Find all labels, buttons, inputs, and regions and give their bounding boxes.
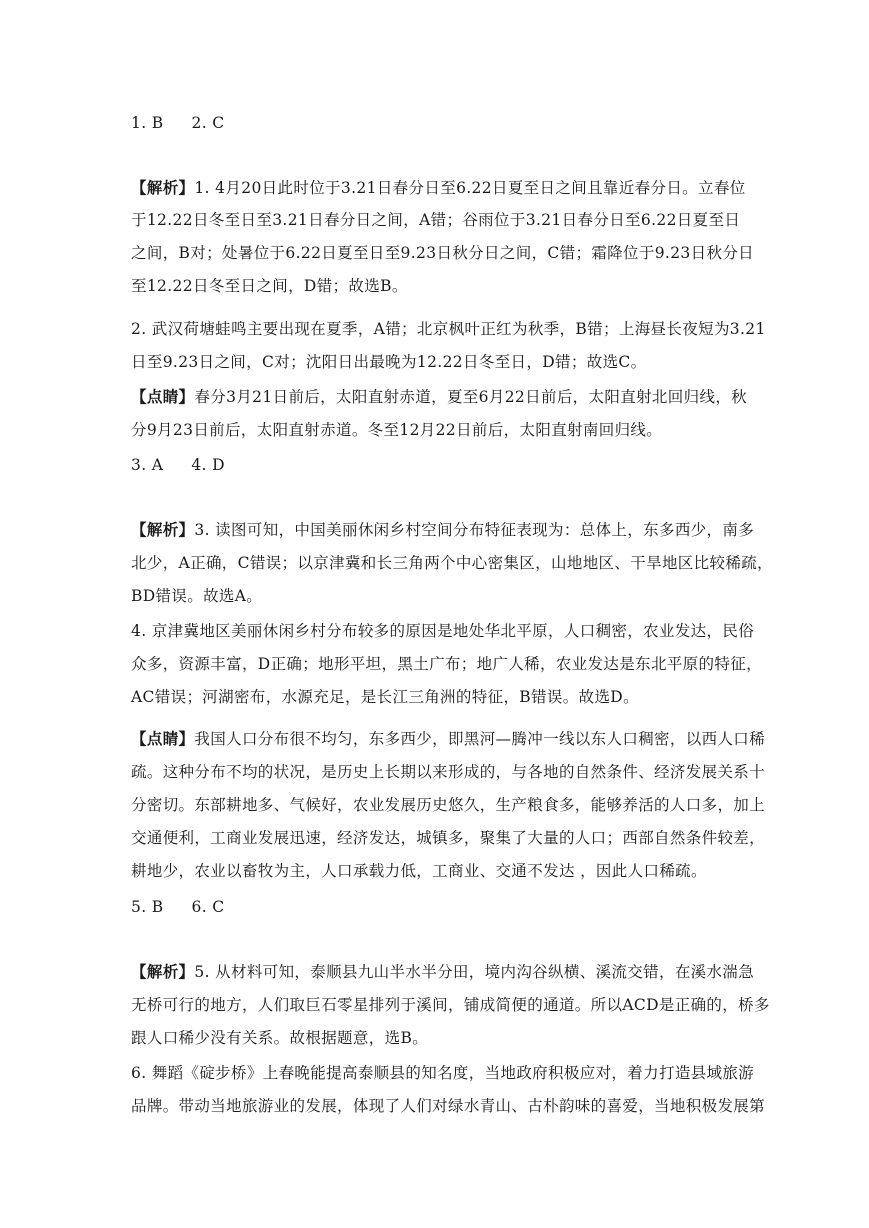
text-line: 品牌。带动当地旅游业的发展，体现了人们对绿水青山、古朴韵味的喜爱，当地积极发展第 [131,1097,766,1115]
analysis-tag: 【解析】 [131,520,195,539]
text-line: 交通便利，工商业发展迅速，经济发达，城镇多，聚集了大量的人口；西部自然条件较差， [131,829,766,847]
text-line: 分9月23日前后，太阳直射赤道。冬至12月22日前后，太阳直射南回归线。 [131,421,663,439]
answer-line-5-6 [131,897,741,917]
answer-line-1-2 [131,113,741,133]
comment-tag: 【点睛】 [131,387,195,406]
answer-line-3-4 [131,455,741,475]
text-line: 众多，资源丰富，D正确；地形平坦，黑土广布；地广人稀，农业发达是东北平原的特征， [131,655,762,673]
text-line: 北少，A正确，C错误；以京津冀和长三角两个中心密集区，山地地区、干旱地区比较稀疏， [131,554,773,572]
text-line: 2. 武汉荷塘蛙鸣主要出现在夏季，A错；北京枫叶正红为秋季，B错；上海昼长夜短为3.21 [131,320,766,338]
text-line: AC错误；河湖密布，水源充足，是长江三角洲的特征，B错误。故选D。 [131,688,639,706]
analysis-tag: 【解析】 [131,962,195,981]
answer-6: 6. C [191,898,225,916]
text-line: 无桥可行的地方，人们取巨石零星排列于溪间，铺成简便的通道。所以ACD是正确的，桥多 [131,996,770,1014]
text-line: 4. 京津冀地区美丽休闲乡村分布较多的原因是地处华北平原，人口稠密，农业发达，民俗 [131,622,755,640]
text-line: 日至9.23日之间，C对；沈阳日出最晚为12.22日冬至日，D错；故选C。 [131,353,647,371]
answer-3: 3. A [131,456,164,474]
answer-4: 4. D [191,456,225,474]
text-line: 于12.22日冬至日至3.21日春分日之间，A错；谷雨位于3.21日春分日至6.22日夏至日 [131,211,741,229]
text-line: 之间，B对；处暑位于6.22日夏至日至9.23日秋分日之间，C错；霜降位于9.23日秋分日 [131,244,755,262]
text-line: 疏。这种分布不均的状况，是历史上长期以来形成的，与各地的自然条件、经济发展关系十 [131,763,766,781]
analysis-3: 【解析】5. 从材料可知，泰顺县九山半水半分田，境内沟谷纵横、溪流交错，在溪水湍急 [131,962,755,981]
answer-2: 2. C [191,114,225,132]
text-line: 耕地少，农业以畜牧为主，人口承载力低，工商业、交通不发达 ，因此人口稀疏。 [131,862,707,880]
comment-tag: 【点睛】 [131,729,195,748]
text-line: 6. 舞蹈《碇步桥》上春晚能提高泰顺县的知名度，当地政府积极应对，着力打造县域旅游 [131,1064,755,1082]
analysis-tag: 【解析】 [131,178,195,197]
text-line: 至12.22日冬至日之间，D错；故选B。 [131,277,408,295]
answer-5: 5. B [131,898,164,916]
answer-1: 1. B [131,114,164,132]
analysis-2: 【解析】3. 读图可知，中国美丽休闲乡村空间分布特征表现为：总体上，东多西少，南多 [131,520,755,539]
text-line: 跟人口稀少没有关系。故根据题意，选B。 [131,1029,429,1047]
text-line: BD错误。故选A。 [131,587,263,605]
analysis-1: 【解析】1. 4月20日此时位于3.21日春分日至6.22日夏至日之间且靠近春分日。立春位 [131,178,746,197]
comment-1: 【点睛】春分3月21日前后，太阳直射赤道，夏至6月22日前后，太阳直射北回归线，秋 [131,387,748,406]
comment-2: 【点睛】我国人口分布很不均匀，东多西少，即黑河—腾冲一线以东人口稠密，以西人口稀 [131,729,766,748]
text-line: 分密切。东部耕地多、气候好，农业发展历史悠久，生产粮食多，能够养活的人口多，加上 [131,796,766,814]
